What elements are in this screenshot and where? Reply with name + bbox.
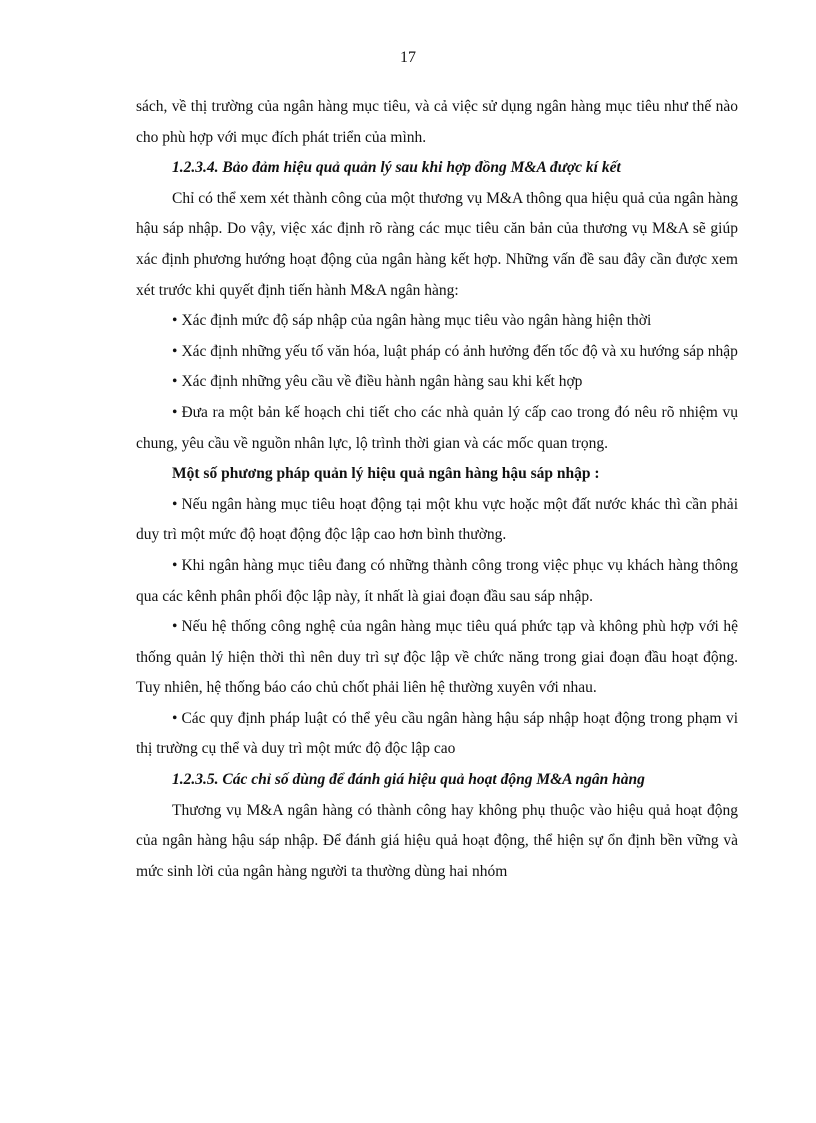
bullet-text: Các quy định pháp luật có thể yêu cầu ngân hàng hậu sáp nhập hoạt động trong phạm vi thị trường cụ thể và duy trì một mức độ độc lập cao <box>136 709 738 758</box>
paragraph-continuation: sách, về thị trường của ngân hàng mục tiêu, và cả việc sử dụng ngân hàng mục tiêu như thế nào cho phù hợp với mục đích phát triển của mình. <box>136 98 738 146</box>
bullet-text: Xác định những yêu cầu về điều hành ngân hàng sau khi kết hợp <box>181 373 583 391</box>
section-heading: 1.2.3.5. Các chỉ số dùng để đánh giá hiệu quả hoạt động M&A ngân hàng <box>172 771 645 789</box>
page-number: 17 <box>400 49 416 66</box>
bullet-item <box>136 490 738 551</box>
bullet-text: Khi ngân hàng mục tiêu đang có những thành công trong việc phục vụ khách hàng thông qua các kênh phân phối độc lập này, ít nhất là giai đoạn đầu sau sáp nhập. <box>136 556 738 605</box>
bullet-text: Xác định mức độ sáp nhập của ngân hàng mục tiêu vào ngân hàng hiện thời <box>181 312 652 330</box>
bullet-icon: • <box>172 342 178 360</box>
bullet-item <box>136 704 738 765</box>
section-heading: 1.2.3.4. Bảo đảm hiệu quả quản lý sau khi hợp đồng M&A được kí kết <box>172 159 621 177</box>
document-body <box>136 92 738 887</box>
bullet-icon: • <box>172 556 178 574</box>
bullet-text: Xác định những yếu tố văn hóa, luật pháp có ảnh hưởng đến tốc độ và xu hướng sáp nhập <box>181 342 738 360</box>
bullet-icon: • <box>172 618 178 636</box>
bullet-icon: • <box>172 709 178 727</box>
bullet-text: Nếu ngân hàng mục tiêu hoạt động tại một khu vực hoặc một đất nước khác thì cần phải duy trì một mức độ hoạt động độc lập cao hơn bình thường. <box>136 495 738 544</box>
bullet-icon: • <box>172 373 178 391</box>
bullet-item <box>136 551 738 612</box>
paragraph: Chỉ có thể xem xét thành công của một thương vụ M&A thông qua hiệu quả của ngân hàng hậu sáp nhập. Do vậy, việc xác định rõ ràng các mục tiêu căn bản của thương vụ M&A sẽ giúp xác định phương hướng hoạt động của ngân hàng kết hợp. Những vấn đề sau đây cần được xem xét trước khi quyết định tiến hành M&A ngân hàng: <box>136 189 738 299</box>
bullet-item <box>136 398 738 459</box>
paragraph: Thương vụ M&A ngân hàng có thành công hay không phụ thuộc vào hiệu quả hoạt động của ngân hàng hậu sáp nhập. Để đánh giá hiệu quả hoạt động, thể hiện sự ổn định bền vững và mức sinh lời của ngân hàng người ta thường dùng hai nhóm <box>136 801 738 880</box>
bullet-icon: • <box>172 312 178 330</box>
bullet-text: Đưa ra một bản kế hoạch chi tiết cho các nhà quản lý cấp cao trong đó nêu rõ nhiệm vụ chung, yêu cầu về nguồn nhân lực, lộ trình thời gian và các mốc quan trọng. <box>136 403 738 452</box>
bullet-icon: • <box>172 495 178 513</box>
bullet-icon: • <box>172 403 178 421</box>
bullet-text: Nếu hệ thống công nghệ của ngân hàng mục tiêu quá phức tạp và không phù hợp với hệ thống quản lý hiện thời thì nên duy trì sự độc lập về chức năng trong giai đoạn đầu hoạt động. Tuy nhiên, hệ thống báo cáo chủ chốt phải liên hệ thường xuyên với nhau. <box>136 618 738 697</box>
bullet-item <box>136 337 738 368</box>
bullet-item <box>136 612 738 704</box>
bullet-item <box>136 306 738 337</box>
bold-subheading: Một số phương pháp quản lý hiệu quả ngân hàng hậu sáp nhập : <box>172 465 600 483</box>
bullet-item <box>136 367 738 398</box>
